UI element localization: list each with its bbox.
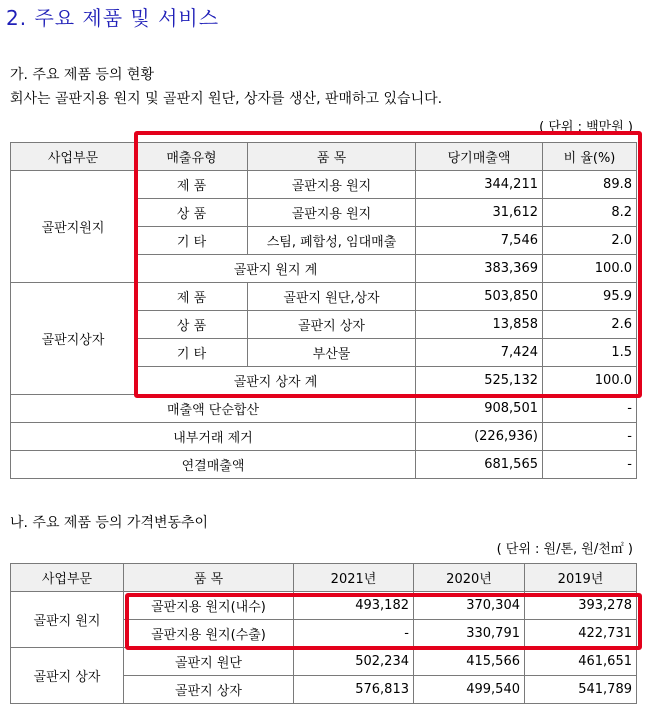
sales-cell: 503,850 (416, 283, 543, 311)
total-ratio: - (543, 451, 637, 479)
item-cell: 골판지 상자 (124, 676, 294, 704)
sales-type-cell: 제 품 (136, 171, 248, 199)
total-ratio: - (543, 423, 637, 451)
section-a-description: 회사는 골판지용 원지 및 골판지 원단, 상자를 생산, 판매하고 있습니다. (10, 91, 443, 107)
table-row (11, 648, 637, 676)
sales-type-cell: 기 타 (136, 339, 248, 367)
product-sales-table (10, 142, 637, 479)
price-2021-cell: 576,813 (294, 676, 414, 704)
total-sales: 681,565 (416, 451, 543, 479)
total-sales: 908,501 (416, 395, 543, 423)
division-cell: 골판지 상자 (11, 648, 124, 704)
sales-type-cell: 제 품 (136, 283, 248, 311)
ratio-cell: 8.2 (543, 199, 637, 227)
price-2019-cell: 541,789 (525, 676, 637, 704)
page-heading: 2. 주요 제품 및 서비스 (6, 6, 220, 30)
item-cell: 골판지 원단 (124, 648, 294, 676)
total-ratio: - (543, 395, 637, 423)
price-2019-cell: 461,651 (525, 648, 637, 676)
section-b-title: 나. 주요 제품 등의 가격변동추이 (10, 515, 209, 531)
sales-type-cell: 상 품 (136, 199, 248, 227)
price-2020-cell: 330,791 (414, 620, 525, 648)
subtotal-label: 골판지 원지 계 (136, 255, 416, 283)
header-sales-type: 매출유형 (136, 143, 248, 171)
header-2020: 2020년 (414, 564, 525, 592)
total-label: 내부거래 제거 (11, 423, 416, 451)
item-cell: 골판지 원단,상자 (248, 283, 416, 311)
item-cell: 골판지용 원지(내수) (124, 592, 294, 620)
ratio-cell: 95.9 (543, 283, 637, 311)
sales-cell: 31,612 (416, 199, 543, 227)
price-2019-cell: 422,731 (525, 620, 637, 648)
total-row (11, 423, 637, 451)
price-2021-cell: 502,234 (294, 648, 414, 676)
item-cell: 골판지용 원지 (248, 171, 416, 199)
header-2019: 2019년 (525, 564, 637, 592)
sales-type-cell: 기 타 (136, 227, 248, 255)
section-a-title: 가. 주요 제품 등의 현황 (10, 67, 154, 83)
table-row (11, 171, 637, 199)
header-item: 품 목 (124, 564, 294, 592)
sales-type-cell: 상 품 (136, 311, 248, 339)
sales-cell: 344,211 (416, 171, 543, 199)
ratio-cell: 2.0 (543, 227, 637, 255)
price-2020-cell: 499,540 (414, 676, 525, 704)
header-division: 사업부문 (11, 564, 124, 592)
total-sales: (226,936) (416, 423, 543, 451)
subtotal-ratio: 100.0 (543, 367, 637, 395)
subtotal-label: 골판지 상자 계 (136, 367, 416, 395)
item-cell: 골판지 상자 (248, 311, 416, 339)
ratio-cell: 89.8 (543, 171, 637, 199)
price-2019-cell: 393,278 (525, 592, 637, 620)
division-cell: 골판지 원지 (11, 592, 124, 648)
price-2021-cell: 493,182 (294, 592, 414, 620)
total-row (11, 451, 637, 479)
division-cell: 골판지상자 (11, 283, 136, 395)
section-a-unit: ( 단위 : 백만원 ) (539, 120, 633, 135)
subtotal-sales: 383,369 (416, 255, 543, 283)
price-2021-cell: - (294, 620, 414, 648)
division-cell: 골판지원지 (11, 171, 136, 283)
total-label: 연결매출액 (11, 451, 416, 479)
header-sales: 당기매출액 (416, 143, 543, 171)
ratio-cell: 2.6 (543, 311, 637, 339)
table-row (11, 592, 637, 620)
price-2020-cell: 415,566 (414, 648, 525, 676)
item-cell: 부산물 (248, 339, 416, 367)
sales-cell: 7,424 (416, 339, 543, 367)
subtotal-sales: 525,132 (416, 367, 543, 395)
header-division: 사업부문 (11, 143, 136, 171)
header-2021: 2021년 (294, 564, 414, 592)
price-trend-table (10, 563, 637, 704)
sales-cell: 13,858 (416, 311, 543, 339)
ratio-cell: 1.5 (543, 339, 637, 367)
item-cell: 스팀, 폐합성, 임대매출 (248, 227, 416, 255)
total-label: 매출액 단순합산 (11, 395, 416, 423)
item-cell: 골판지용 원지 (248, 199, 416, 227)
table-header-row (11, 564, 637, 592)
total-row (11, 395, 637, 423)
header-item: 품 목 (248, 143, 416, 171)
table-row (11, 283, 637, 311)
subtotal-ratio: 100.0 (543, 255, 637, 283)
section-b-unit: ( 단위 : 원/톤, 원/천㎡ ) (496, 542, 633, 557)
table-header-row (11, 143, 637, 171)
price-2020-cell: 370,304 (414, 592, 525, 620)
item-cell: 골판지용 원지(수출) (124, 620, 294, 648)
header-ratio: 비 율(%) (543, 143, 637, 171)
sales-cell: 7,546 (416, 227, 543, 255)
